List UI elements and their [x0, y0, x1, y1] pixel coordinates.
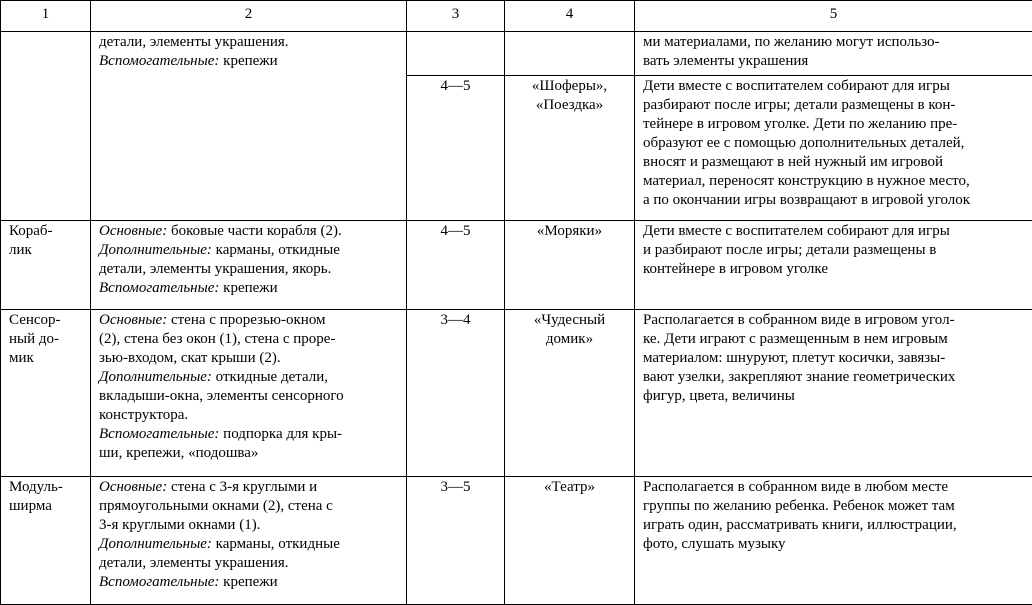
parts-line: детали, элементы украшения, якорь.	[99, 260, 398, 279]
add-text: откидные детали,	[216, 369, 328, 385]
main-label: Основные:	[99, 312, 167, 328]
desc-line: Дети вместе с воспитателем собирают для игры	[643, 222, 1024, 241]
add-label: Дополнительные:	[99, 369, 212, 385]
desc-cell-continued	[635, 32, 1032, 76]
table-row-continued	[1, 32, 1032, 76]
desc-line: группы по желанию ребенка. Ребенок может там	[643, 497, 1024, 516]
desc-line: материалом: шнуруют, плетут косички, завязы-	[643, 349, 1024, 368]
table-row-modul	[1, 477, 1032, 605]
parts-line	[99, 279, 398, 298]
game-name-cell	[505, 76, 635, 221]
desc-line: ми материалами, по желанию могут использо-	[643, 33, 1024, 52]
parts-cell	[91, 477, 407, 605]
parts-line	[99, 368, 398, 387]
parts-line	[99, 52, 398, 71]
add-text: карманы, откидные	[216, 536, 340, 552]
desc-line: и разбирают после игры; детали размещены в	[643, 241, 1024, 260]
aux-label: Вспомогательные:	[99, 280, 219, 296]
parts-line: 3-я круглыми окнами (1).	[99, 516, 398, 535]
parts-line	[99, 241, 398, 260]
age-cell: 3—4	[407, 310, 505, 477]
desc-cell	[635, 477, 1032, 605]
add-label: Дополнительные:	[99, 536, 212, 552]
age-cell: 4—5	[407, 221, 505, 310]
parts-line	[99, 311, 398, 330]
item-line: Сенсор-	[9, 311, 82, 330]
parts-line: детали, элементы украшения.	[99, 554, 398, 573]
header-cell-2: 2	[91, 1, 407, 32]
header-cell-1: 1	[1, 1, 91, 32]
item-line: Кораб-	[9, 222, 82, 241]
desc-cell	[635, 76, 1032, 221]
desc-line: Дети вместе с воспитателем собирают для игры	[643, 77, 1024, 96]
game-name-cell: «Моряки»	[505, 221, 635, 310]
desc-line: вают узелки, закрепляют знание геометрических	[643, 368, 1024, 387]
desc-line: контейнере в игровом уголке	[643, 260, 1024, 279]
main-label: Основные:	[99, 223, 167, 239]
aux-text: крепежи	[223, 53, 278, 69]
item-cell	[1, 477, 91, 605]
desc-line: вносят и размещают в ней нужный им игровой	[643, 153, 1024, 172]
item-cell-continued	[1, 32, 91, 221]
parts-line: вкладыши-окна, элементы сенсорного	[99, 387, 398, 406]
game-name-line: «Чудесный	[513, 311, 626, 330]
game-name-line: «Шоферы»,	[513, 77, 626, 96]
desc-line: фото, слушать музыку	[643, 535, 1024, 554]
main-text: стена с прорезью-окном	[171, 312, 326, 328]
add-text: карманы, откидные	[216, 242, 340, 258]
table-row-sensor	[1, 310, 1032, 477]
desc-line: разбирают после игры; детали размещены в кон-	[643, 96, 1024, 115]
parts-line: ши, крепежи, «подошва»	[99, 444, 398, 463]
main-text: стена с 3-я круглыми и	[171, 479, 317, 495]
aux-label: Вспомогательные:	[99, 426, 219, 442]
item-cell	[1, 221, 91, 310]
main-label: Основные:	[99, 479, 167, 495]
item-cell	[1, 310, 91, 477]
desc-line: а по окончании игры возвращают в игровой уголок	[643, 191, 1024, 210]
desc-line: тейнере в игровом уголке. Дети по желанию пре-	[643, 115, 1024, 134]
game-name-line: «Поездка»	[513, 96, 626, 115]
game-name-line: домик»	[513, 330, 626, 349]
item-line: ный до-	[9, 330, 82, 349]
aux-text: крепежи	[223, 280, 278, 296]
desc-line: вать элементы украшения	[643, 52, 1024, 71]
header-cell-4: 4	[505, 1, 635, 32]
aux-text: подпорка для кры-	[223, 426, 342, 442]
game-name-cell	[505, 310, 635, 477]
aux-label: Вспомогательные:	[99, 574, 219, 590]
desc-cell	[635, 310, 1032, 477]
item-line: ширма	[9, 497, 82, 516]
aux-label: Вспомогательные:	[99, 53, 219, 69]
parts-cell	[91, 310, 407, 477]
main-text: боковые части корабля (2).	[171, 223, 342, 239]
parts-line: конструктора.	[99, 406, 398, 425]
age-cell: 3—5	[407, 477, 505, 605]
item-line: лик	[9, 241, 82, 260]
table-row-korablik	[1, 221, 1032, 310]
desc-line: ке. Дети играют с размещенным в нем игровым	[643, 330, 1024, 349]
parts-line	[99, 573, 398, 592]
parts-line: зью-входом, скат крыши (2).	[99, 349, 398, 368]
parts-line: детали, элементы украшения.	[99, 33, 398, 52]
parts-cell-continued	[91, 32, 407, 221]
header-row	[1, 1, 1032, 32]
aux-text: крепежи	[223, 574, 278, 590]
parts-line: (2), стена без окон (1), стена с проре-	[99, 330, 398, 349]
header-cell-3: 3	[407, 1, 505, 32]
parts-line	[99, 425, 398, 444]
desc-line: материал, переносят конструкцию в нужное место,	[643, 172, 1024, 191]
desc-line: образуют ее с помощью дополнительных деталей,	[643, 134, 1024, 153]
parts-line	[99, 222, 398, 241]
item-line: мик	[9, 349, 82, 368]
age-cell: 4—5	[407, 76, 505, 221]
item-line: Модуль-	[9, 478, 82, 497]
parts-line	[99, 478, 398, 497]
desc-line: Располагается в собранном виде в игровом угол-	[643, 311, 1024, 330]
header-cell-5: 5	[635, 1, 1032, 32]
desc-line: играть один, рассматривать книги, иллюстрации,	[643, 516, 1024, 535]
name-cell-continued	[505, 32, 635, 76]
parts-line	[99, 535, 398, 554]
game-name-cell: «Театр»	[505, 477, 635, 605]
desc-cell	[635, 221, 1032, 310]
parts-line: прямоугольными окнами (2), стена с	[99, 497, 398, 516]
desc-line: Располагается в собранном виде в любом месте	[643, 478, 1024, 497]
add-label: Дополнительные:	[99, 242, 212, 258]
desc-line: фигур, цвета, величины	[643, 387, 1024, 406]
age-cell-continued	[407, 32, 505, 76]
parts-cell	[91, 221, 407, 310]
